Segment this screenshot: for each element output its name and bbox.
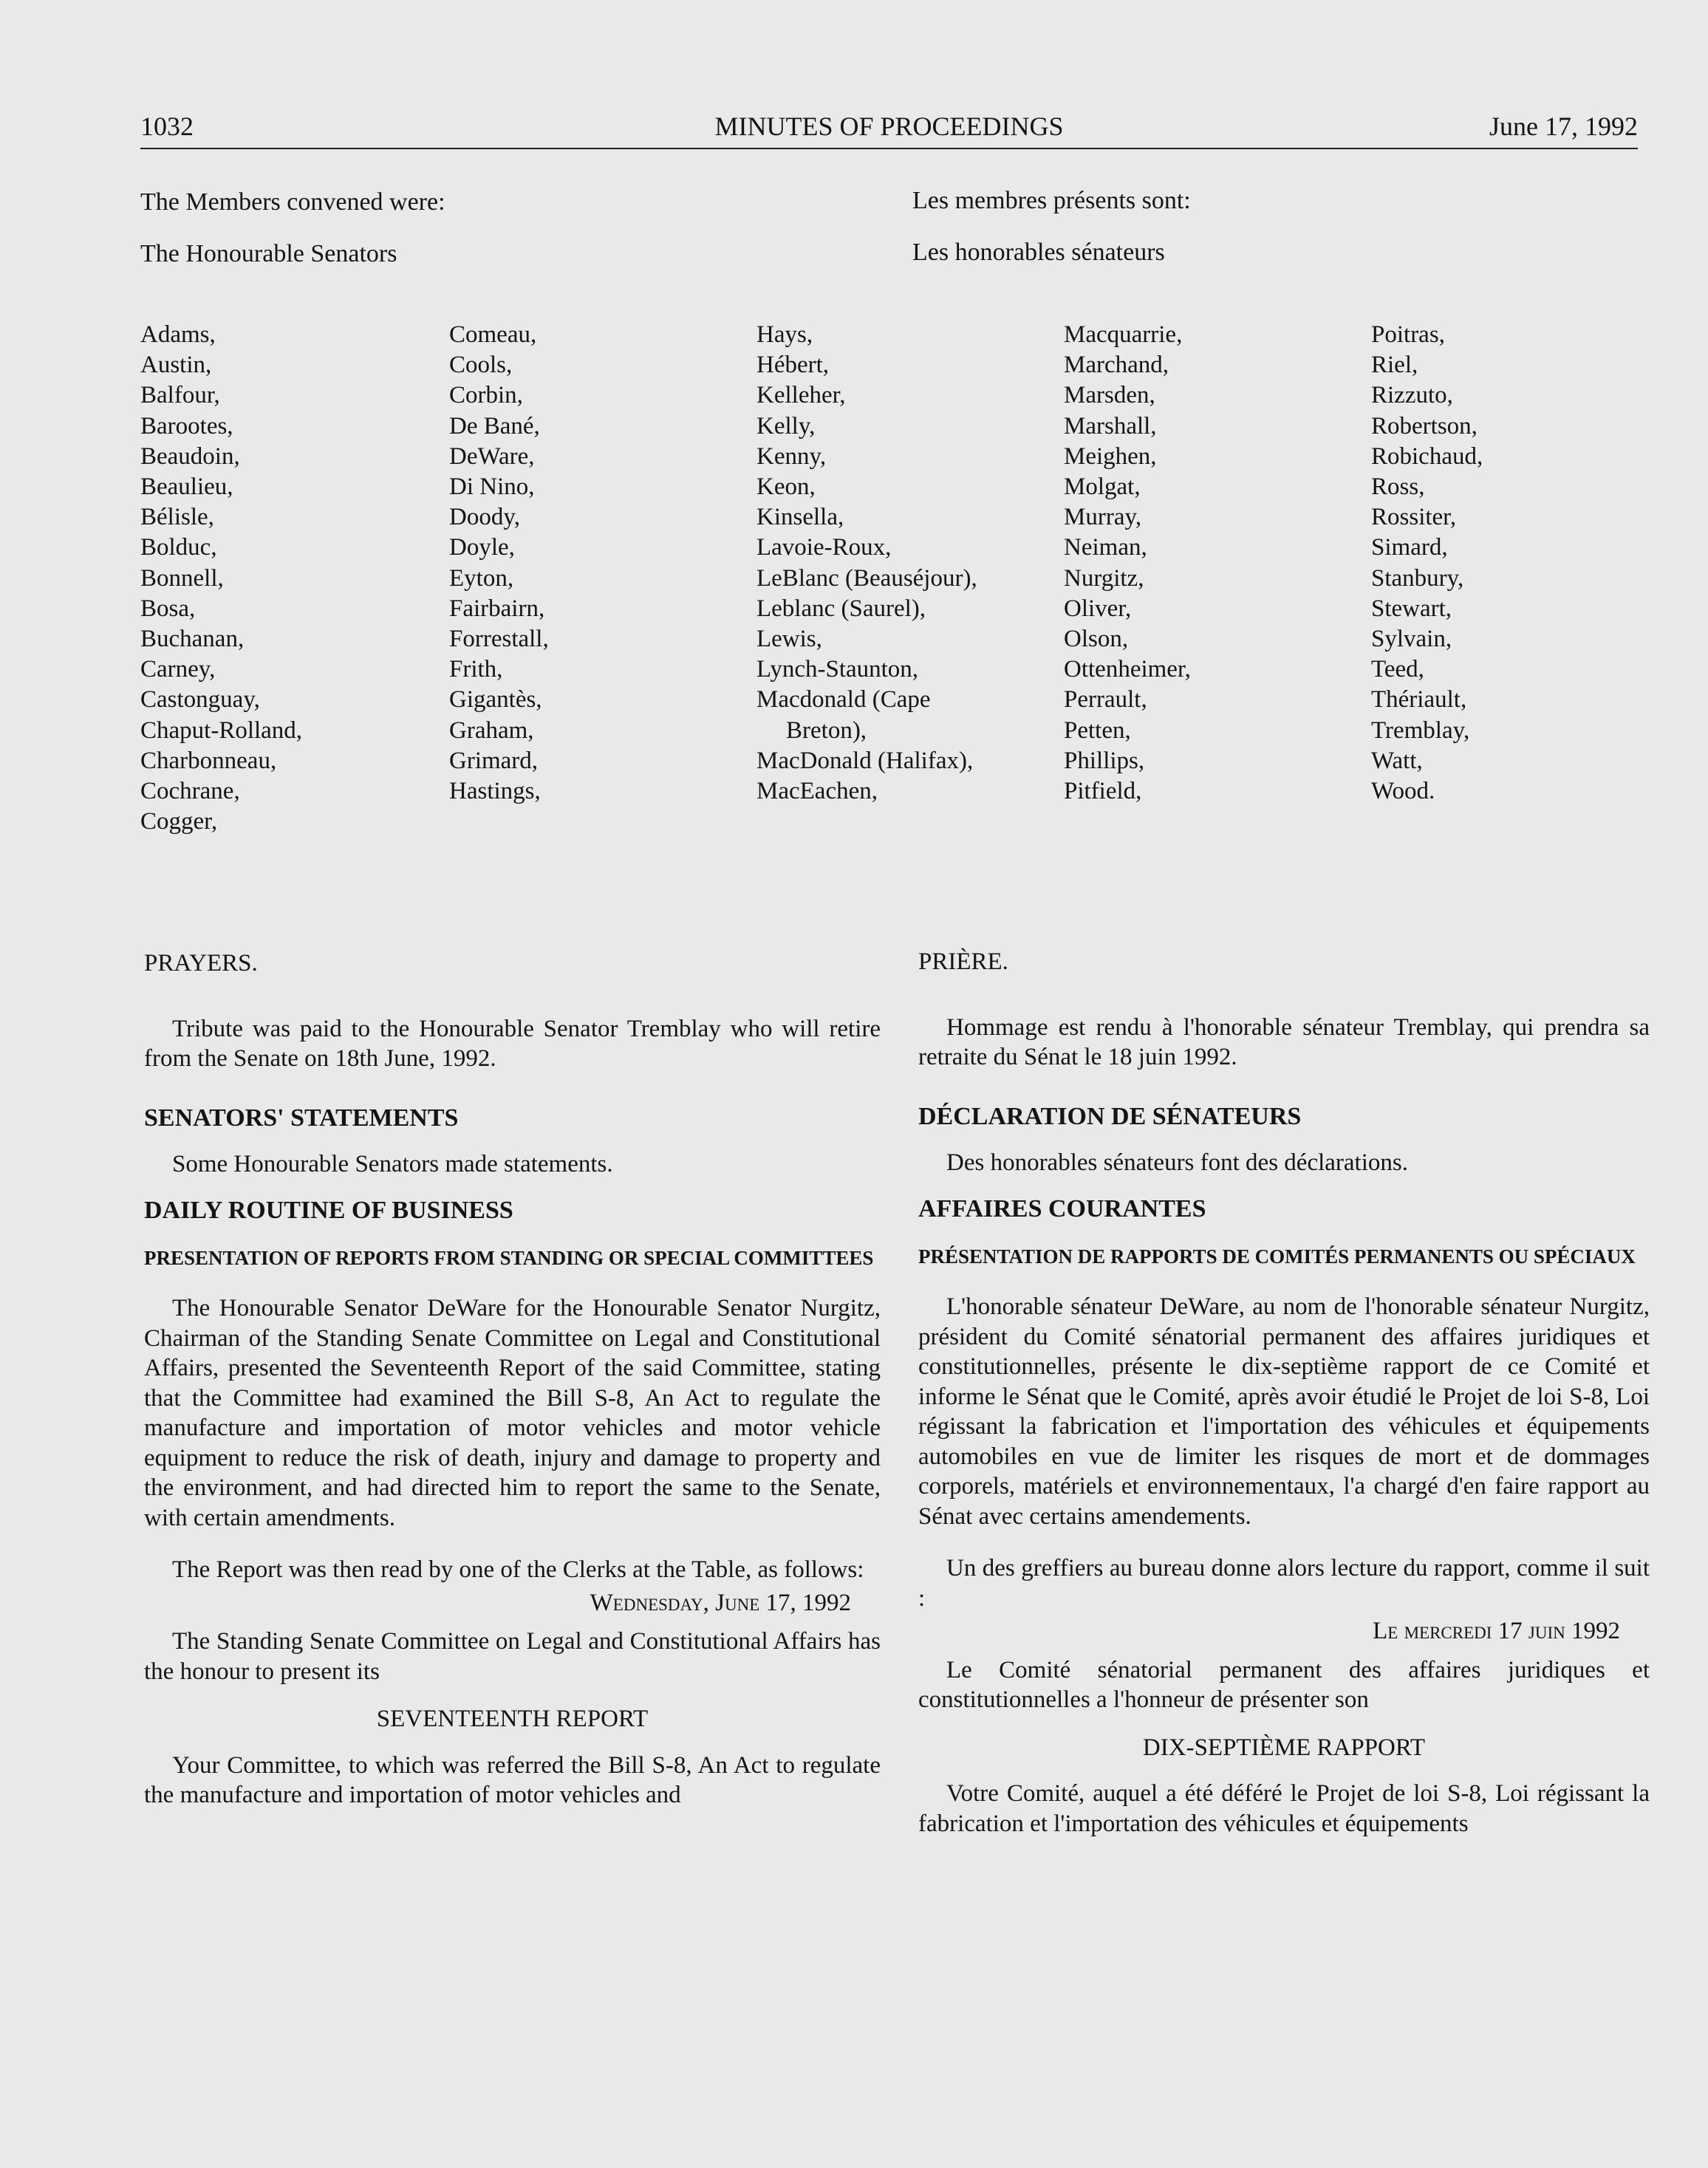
senator-name: De Bané, <box>449 412 540 440</box>
senator-name: DeWare, <box>449 442 535 470</box>
affaires-courantes-heading: AFFAIRES COURANTES <box>918 1194 1206 1223</box>
rapport-title: DIX-SEPTIÈME RAPPORT <box>1142 1734 1426 1761</box>
senator-name: Macdonald (Cape <box>756 686 931 714</box>
senator-name: Cools, <box>449 352 513 379</box>
members-convened-fr: Les membres présents sont: <box>912 187 1191 214</box>
english-column <box>144 948 881 1810</box>
lecture-text: Un des greffiers au bureau donne alors lecture du rapport, comme il suit : <box>918 1555 1650 1612</box>
senator-name: Adams, <box>140 321 216 348</box>
senator-name: Sylvain, <box>1371 626 1452 653</box>
senator-name: Castonguay, <box>140 686 260 714</box>
members-convened-en: The Members convened were: <box>140 188 445 216</box>
senator-name: MacDonald (Halifax), <box>756 747 974 774</box>
senator-name: Marshall, <box>1064 412 1157 440</box>
senator-name: Hays, <box>756 321 813 348</box>
page-header <box>140 111 1638 149</box>
senator-name: Wood. <box>1371 778 1435 805</box>
hommage-text: Hommage est rendu à l'honorable sénateur Tremblay, qui prendra sa retraite du Sénat le 18 juin 1992. <box>918 1013 1650 1070</box>
senator-name: Charbonneau, <box>140 747 277 774</box>
senator-name: Cogger, <box>140 808 218 835</box>
senator-name: Comeau, <box>449 321 537 348</box>
senator-name: Poitras, <box>1371 321 1445 348</box>
senator-name: Bosa, <box>140 595 196 622</box>
senators-column-5 <box>1371 320 1483 807</box>
senator-name: Hébert, <box>756 352 830 379</box>
senator-name: Olson, <box>1064 626 1129 653</box>
senator-name: Austin, <box>140 352 212 379</box>
senator-name: Carney, <box>140 656 216 683</box>
senator-name: Corbin, <box>449 382 523 409</box>
senator-name: Breton), <box>786 717 867 744</box>
running-title: MINUTES OF PROCEEDINGS <box>714 112 1064 141</box>
senator-name: LeBlanc (Beauséjour), <box>756 564 977 592</box>
senator-name: Pitfield, <box>1064 778 1142 805</box>
senator-name: Marsden, <box>1064 382 1155 409</box>
statements-text: Some Honourable Senators made statements. <box>172 1151 613 1177</box>
senator-name: Molgat, <box>1064 473 1141 501</box>
senator-name: Balfour, <box>140 382 220 409</box>
senator-name: Kenny, <box>756 442 827 470</box>
senator-name: Beaulieu, <box>140 473 233 501</box>
senator-name: Barootes, <box>140 412 233 440</box>
senator-name: Kelleher, <box>756 382 846 409</box>
senator-name: Meighen, <box>1064 442 1157 470</box>
rapports-subheading: PRÉSENTATION DE RAPPORTS DE COMITÉS PERMANENTS OU SPÉCIAUX <box>918 1245 1636 1268</box>
committee-body-text: Your Committee, to which was referred the Bill S-8, An Act to regulate the manufacture and importation of motor vehicles and <box>144 1751 881 1808</box>
honourable-senators-en: The Honourable Senators <box>140 240 397 267</box>
senator-name: Doyle, <box>449 534 515 561</box>
senator-name: Watt, <box>1371 747 1423 774</box>
senator-name: Lynch-Staunton, <box>756 656 919 683</box>
senator-name: Lewis, <box>756 626 822 653</box>
honourable-senators-fr: Les honorables sénateurs <box>912 239 1165 266</box>
french-column <box>918 947 1650 1839</box>
senator-name: Stewart, <box>1371 595 1452 622</box>
senator-name: Teed, <box>1371 656 1424 683</box>
senator-name: Di Nino, <box>449 473 535 501</box>
statements-heading: SENATORS' STATEMENTS <box>144 1104 459 1132</box>
senator-name: Perrault, <box>1064 686 1147 714</box>
senator-name: Thériault, <box>1371 686 1467 714</box>
senator-name: Bonnell, <box>140 564 224 592</box>
reports-subheading: PRESENTATION OF REPORTS FROM STANDING OR SPECIAL COMMITTEES <box>144 1247 874 1269</box>
senator-name: Gigantès, <box>449 686 542 714</box>
comite-body-text: Votre Comité, auquel a été déféré le Projet de loi S-8, Loi régissant la fabrication et l'importation des véhicules et équipements <box>918 1780 1650 1837</box>
routine-heading: DAILY ROUTINE OF BUSINESS <box>144 1196 513 1224</box>
header-date: June 17, 1992 <box>1489 112 1638 141</box>
senator-name: Phillips, <box>1064 747 1145 774</box>
senator-name: Keon, <box>756 473 816 501</box>
senator-name: MacEachen, <box>756 778 878 805</box>
senator-name: Hastings, <box>449 778 541 805</box>
senator-name: Stanbury, <box>1371 564 1464 592</box>
senators-column-4 <box>1064 320 1191 807</box>
senator-name: Buchanan, <box>140 626 245 653</box>
senator-name: Nurgitz, <box>1064 564 1144 592</box>
senator-name: Graham, <box>449 717 534 744</box>
senator-name: Chaput-Rolland, <box>140 717 303 744</box>
comite-intro-text: Le Comité sénatorial permanent des affaires juridiques et constitutionnelles a l'honneur de présenter son <box>918 1656 1650 1713</box>
senator-name: Frith, <box>449 656 503 683</box>
senator-name: Kelly, <box>756 412 816 440</box>
report-title: SEVENTEENTH REPORT <box>376 1706 649 1732</box>
senator-name: Cochrane, <box>140 778 240 805</box>
declarations-text: Des honorables sénateurs font des déclarations. <box>946 1149 1408 1176</box>
report-date: Wednesday, June 17, 1992 <box>590 1589 851 1616</box>
senator-name: Grimard, <box>449 747 539 774</box>
report-read-text: The Report was then read by one of the Clerks at the Table, as follows: <box>172 1556 864 1583</box>
senator-name: Beaudoin, <box>140 442 240 470</box>
senator-name: Doody, <box>449 504 520 531</box>
senators-column-1 <box>140 320 302 837</box>
committee-intro-text: The Standing Senate Committee on Legal and Constitutional Affairs has the honour to present its <box>144 1628 881 1685</box>
senator-name: Macquarrie, <box>1064 321 1183 348</box>
senator-name: Rossiter, <box>1371 504 1457 531</box>
page-number: 1032 <box>140 112 194 141</box>
senator-name: Oliver, <box>1064 595 1132 622</box>
senator-name: Neiman, <box>1064 534 1147 561</box>
priere-heading: PRIÈRE. <box>918 948 1008 975</box>
senator-name: Ross, <box>1371 473 1425 501</box>
senator-name: Ottenheimer, <box>1064 656 1191 683</box>
senator-name: Petten, <box>1064 717 1131 744</box>
rapport-presentation-text: L'honorable sénateur DeWare, au nom de l'honorable sénateur Nurgitz, président du Comité sénatorial permanent des affaires juridiques et constitutionnelles, présente le dix-septième rapport de ce Comité et informe le Sénat que le Comité, après avoir étudié le Projet de loi S-8, Loi régissant la fabrication et l'importation des véhicules et équipements automobiles en vue de limiter les risques de mort et de dommages corporels, matériels et environnementaux, l'a chargé d'en faire rapport au Sénat avec certains amendements. <box>918 1293 1650 1530</box>
senators-column-2 <box>449 320 549 807</box>
prayers-heading: PRAYERS. <box>144 950 258 977</box>
senator-name: Marchand, <box>1064 352 1169 379</box>
rapport-date: Le mercredi 17 juin 1992 <box>1373 1618 1620 1644</box>
senator-name: Robertson, <box>1371 412 1478 440</box>
senator-name: Robichaud, <box>1371 442 1483 470</box>
senators-column-3 <box>756 320 977 807</box>
senator-name: Forrestall, <box>449 626 549 653</box>
senator-name: Leblanc (Saurel), <box>756 595 926 622</box>
senator-name: Murray, <box>1064 504 1142 531</box>
senator-name: Lavoie-Roux, <box>756 534 892 561</box>
senator-name: Simard, <box>1371 534 1448 561</box>
senator-name: Kinsella, <box>756 504 844 531</box>
senator-name: Riel, <box>1371 352 1418 379</box>
senator-name: Fairbairn, <box>449 595 545 622</box>
senator-name: Rizzuto, <box>1371 382 1453 409</box>
declaration-heading: DÉCLARATION DE SÉNATEURS <box>918 1102 1302 1130</box>
report-presentation-text: The Honourable Senator DeWare for the Honourable Senator Nurgitz, Chairman of the Standing Senate Committee on Legal and Constitutional Affairs, presented the Seventeenth Report of the said Committee, stating that the Committee had examined the Bill S-8, An Act to regulate the manufacture and importation of motor vehicles and motor vehicle equipment to reduce the risk of death, injury and damage to property and the environment, and had directed him to report the same to the Senate, with certain amendments. <box>144 1295 881 1531</box>
senator-name: Bolduc, <box>140 534 217 561</box>
senator-name: Bélisle, <box>140 504 214 531</box>
tribute-text: Tribute was paid to the Honourable Senator Tremblay who will retire from the Senate on 18th June, 1992. <box>144 1015 881 1072</box>
senator-name: Eyton, <box>449 564 514 592</box>
senator-name: Tremblay, <box>1371 717 1470 744</box>
